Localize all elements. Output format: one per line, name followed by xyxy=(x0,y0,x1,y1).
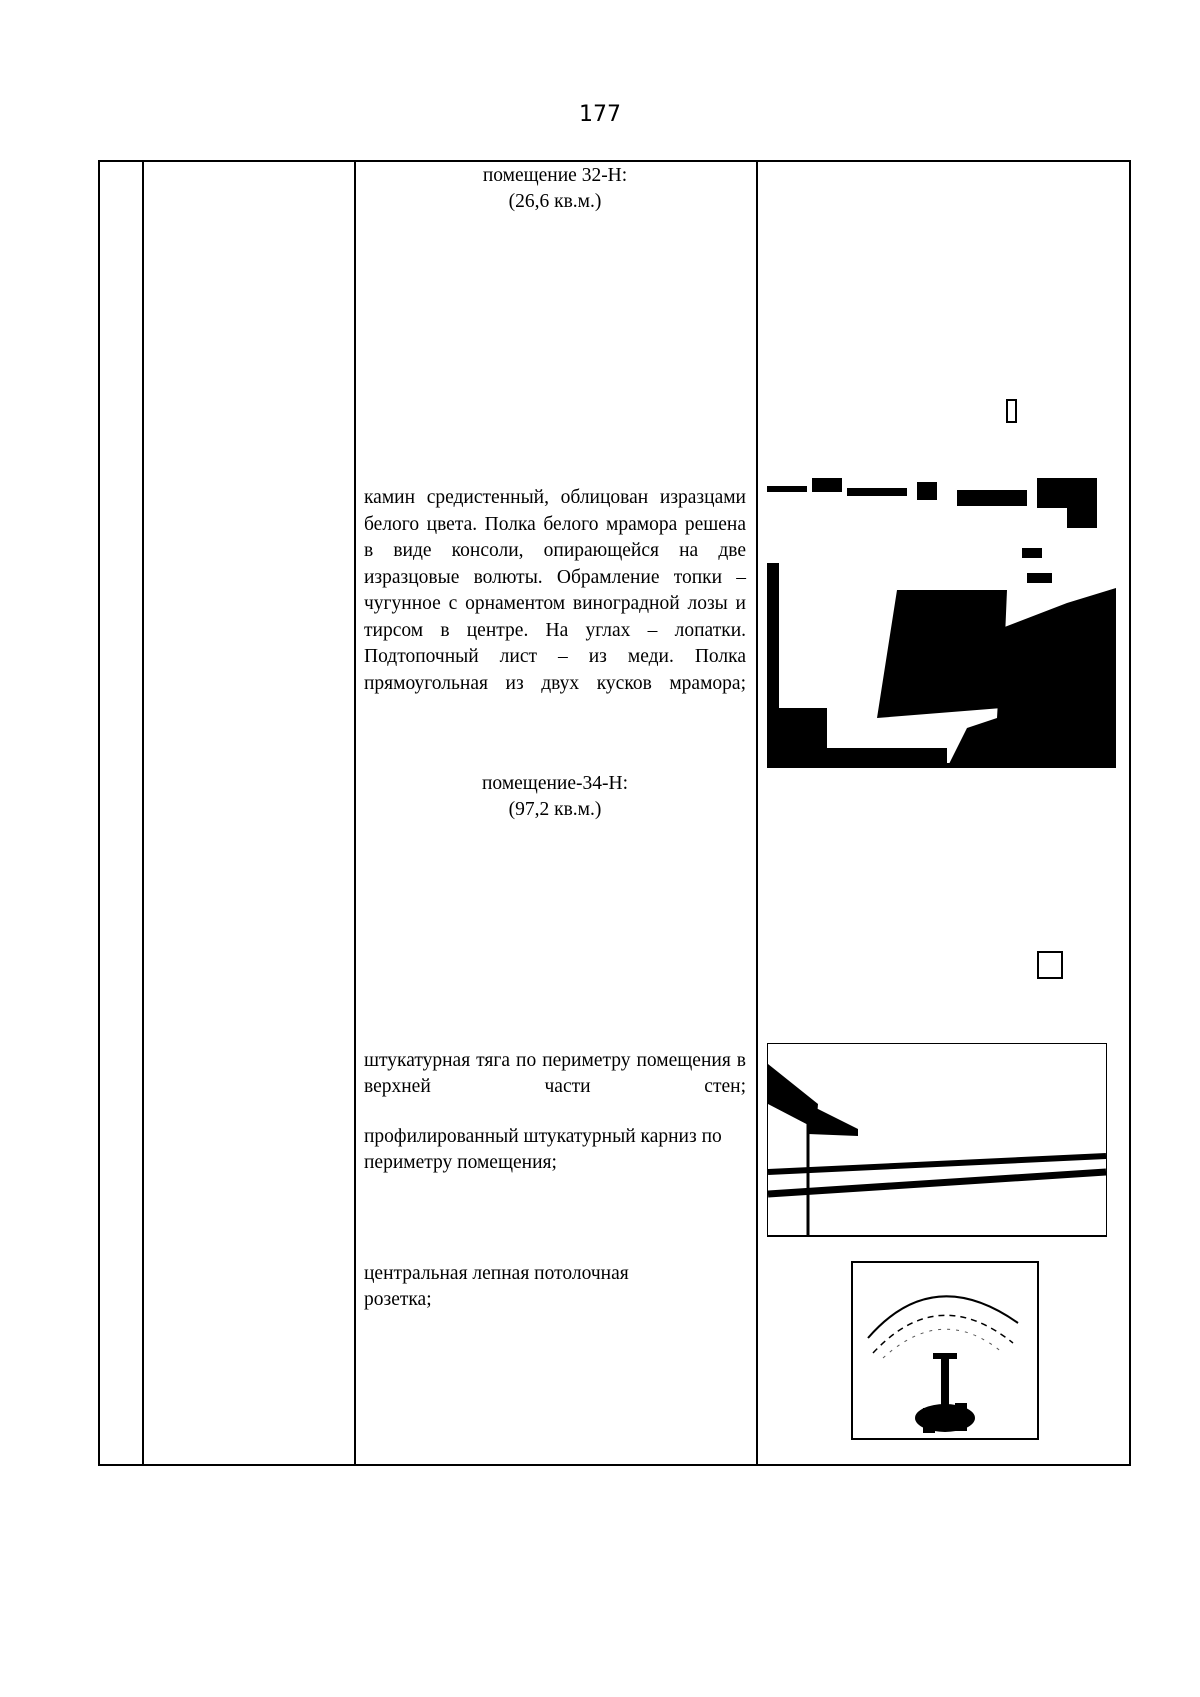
ceiling-rosette-photo xyxy=(851,1261,1039,1440)
table-bottom-border xyxy=(98,1464,1130,1466)
table-border-right xyxy=(1129,160,1131,1466)
fireplace-photo xyxy=(767,478,1116,768)
room-title: помещение 32-Н: xyxy=(482,165,628,186)
plaster-molding-description: штукатурная тяга по периметру помещения в верхней части стен; xyxy=(364,1050,746,1097)
image-placeholder-marker xyxy=(1037,951,1063,979)
table-divider-2 xyxy=(354,160,356,1466)
table-border-left xyxy=(98,160,100,1466)
room-heading xyxy=(360,771,750,823)
fireplace-photo-image xyxy=(767,478,1116,768)
ceiling-rosette-photo-image xyxy=(853,1263,1037,1438)
room-heading xyxy=(360,163,750,215)
image-placeholder-marker xyxy=(1006,399,1017,423)
room-area: (26,6 кв.м.) xyxy=(508,191,602,212)
room-title: помещение-34-Н: xyxy=(482,773,628,794)
cornice-description: профилированный штукатурный карниз по периметру помещения; xyxy=(364,1126,722,1173)
fireplace-description: камин средистенный, облицован изразцами белого цвета. Полка белого мрамора решена в виде консоли, опирающейся на две изразцовые волюты. Обрамление топки – чугунное с орнаментом виноградной лозы и тирсом в центре. На углах – лопатки. Подтопочный лист – из меди. Полка прямоугольная из двух кусков мрамора; xyxy=(364,487,746,694)
page-number: 177 xyxy=(579,102,621,127)
rosette-description: центральная лепная потолочная розетка; xyxy=(364,1263,629,1310)
table-divider-1 xyxy=(142,160,144,1466)
table-divider-3 xyxy=(756,160,758,1466)
table-top-border xyxy=(98,160,1130,162)
cornice-photo-image xyxy=(768,1044,1106,1236)
cornice-photo xyxy=(767,1043,1107,1237)
room-area: (97,2 кв.м.) xyxy=(508,799,602,820)
